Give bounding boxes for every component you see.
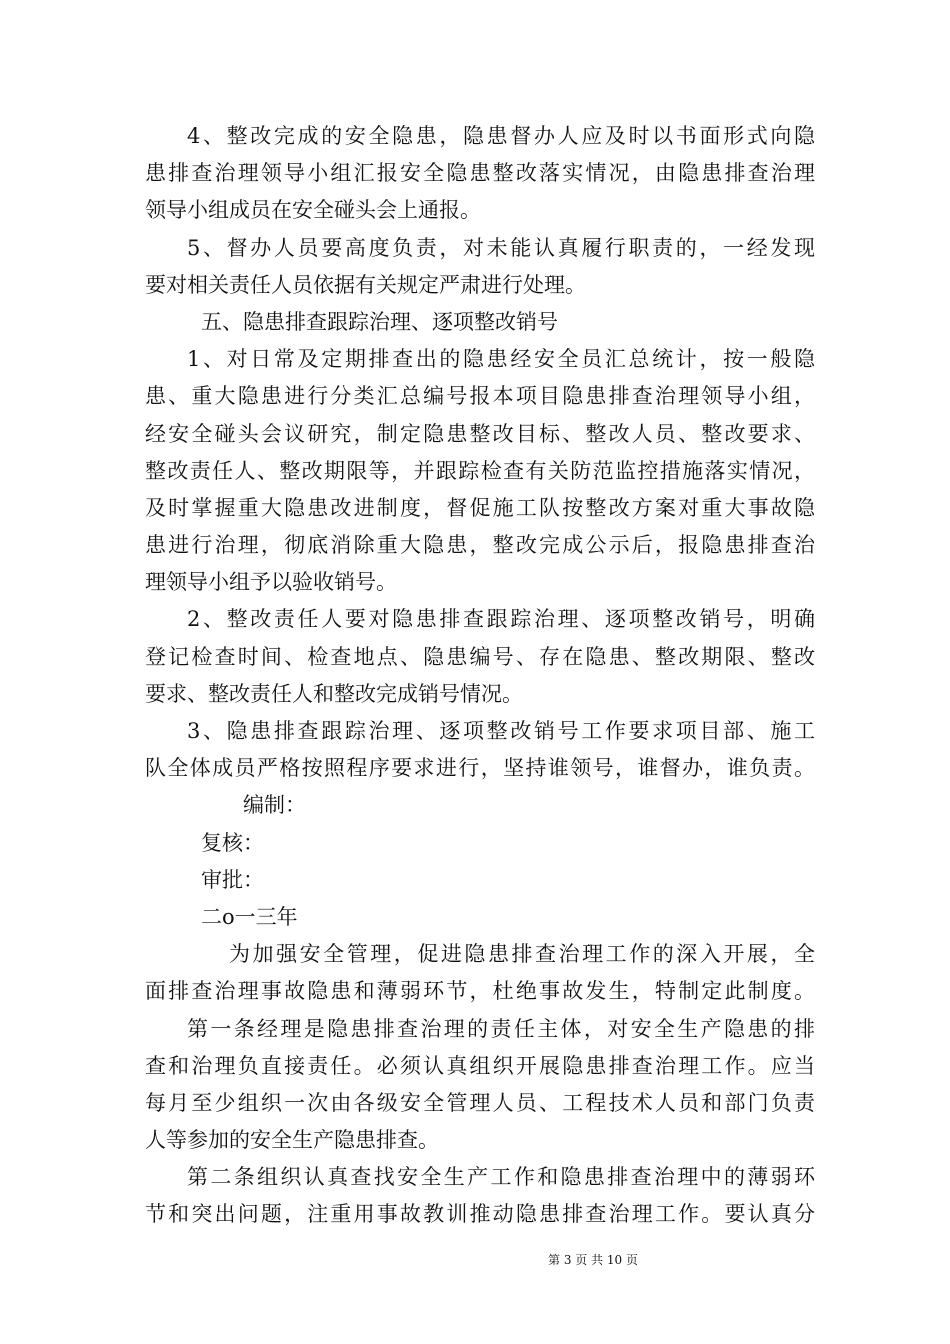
paragraph-line: 2、整改责任人要对隐患排查跟踪治理、逐项整改销号，明确 [187,607,815,632]
paragraph-line: 节和突出问题，注重用事故教训推动隐患排查治理工作。要认真分 [145,1202,815,1227]
signature-compiler: 编制： [243,793,306,818]
paragraph-line: 4、整改完成的安全隐患，隐患督办人应及时以书面形式向隐 [187,124,815,148]
paragraph-line: 3、隐患排查跟踪治理、逐项整改销号工作要求项目部、施工 [187,719,815,743]
paragraph-line: 5、督办人员要高度负责，对未能认真履行职责的，一经发现 [187,235,815,260]
paragraph-line: 队全体成员严格按照程序要求进行，坚持谁领号，谁督办，谁负责。 [145,756,815,781]
paragraph-line: 为加强安全管理，促进隐患排查治理工作的深入开展，全 [229,942,815,967]
paragraph-line: 及时掌握重大隐患改进制度，督促施工队按整改方案对重大事故隐 [145,495,815,520]
paragraph-line: 患、重大隐患进行分类汇总编号报本项目隐患排查治理领导小组， [145,384,815,409]
paragraph-line: 经安全碰头会议研究，制定隐患整改目标、整改人员、整改要求、 [145,421,815,446]
section-heading: 五、隐患排查跟踪治理、逐项整改销号 [201,309,558,334]
paragraph-line: 患进行治理，彻底消除重大隐患，整改完成公示后，报隐患排查治 [145,533,815,558]
paragraph-line: 整改责任人、整改期限等，并跟踪检查有关防范监控措施落实情况， [145,458,815,483]
paragraph-line: 第二条组织认真查找安全生产工作和隐患排查治理中的薄弱环 [187,1165,815,1190]
signature-reviewer: 复核： [201,830,264,855]
paragraph-line: 登记检查时间、检查地点、隐患编号、存在隐患、整改期限、整改 [145,644,815,669]
paragraph-line: 理领导小组予以验收销号。 [145,570,397,595]
paragraph-line: 要对相关责任人员依据有关规定严肃进行处理。 [145,272,586,297]
paragraph-line: 要求、整改责任人和整改完成销号情况。 [145,681,523,706]
signature-approver: 审批： [201,867,264,892]
paragraph-line: 第一条经理是隐患排查治理的责任主体，对安全生产隐患的排 [187,1016,815,1041]
paragraph-line: 领导小组成员在安全碰头会上通报。 [145,198,481,223]
document-year: 二o一三年 [201,904,298,929]
paragraph-line: 患排查治理领导小组汇报安全隐患整改落实情况，由隐患排查治理 [145,161,815,186]
paragraph-line: 人等参加的安全生产隐患排查。 [145,1128,439,1153]
paragraph-line: 面排查治理事故隐患和薄弱环节，杜绝事故发生，特制定此制度。 [145,979,815,1004]
paragraph-line: 每月至少组织一次由各级安全管理人员、工程技术人员和部门负责 [145,1090,815,1115]
paragraph-line: 查和治理负直接责任。必须认真组织开展隐患排查治理工作。应当 [145,1053,815,1078]
page-number: 第 3 页 共 10 页 [548,1253,638,1267]
paragraph-line: 1、对日常及定期排查出的隐患经安全员汇总统计，按一般隐 [187,347,815,372]
document-body [145,118,815,1234]
